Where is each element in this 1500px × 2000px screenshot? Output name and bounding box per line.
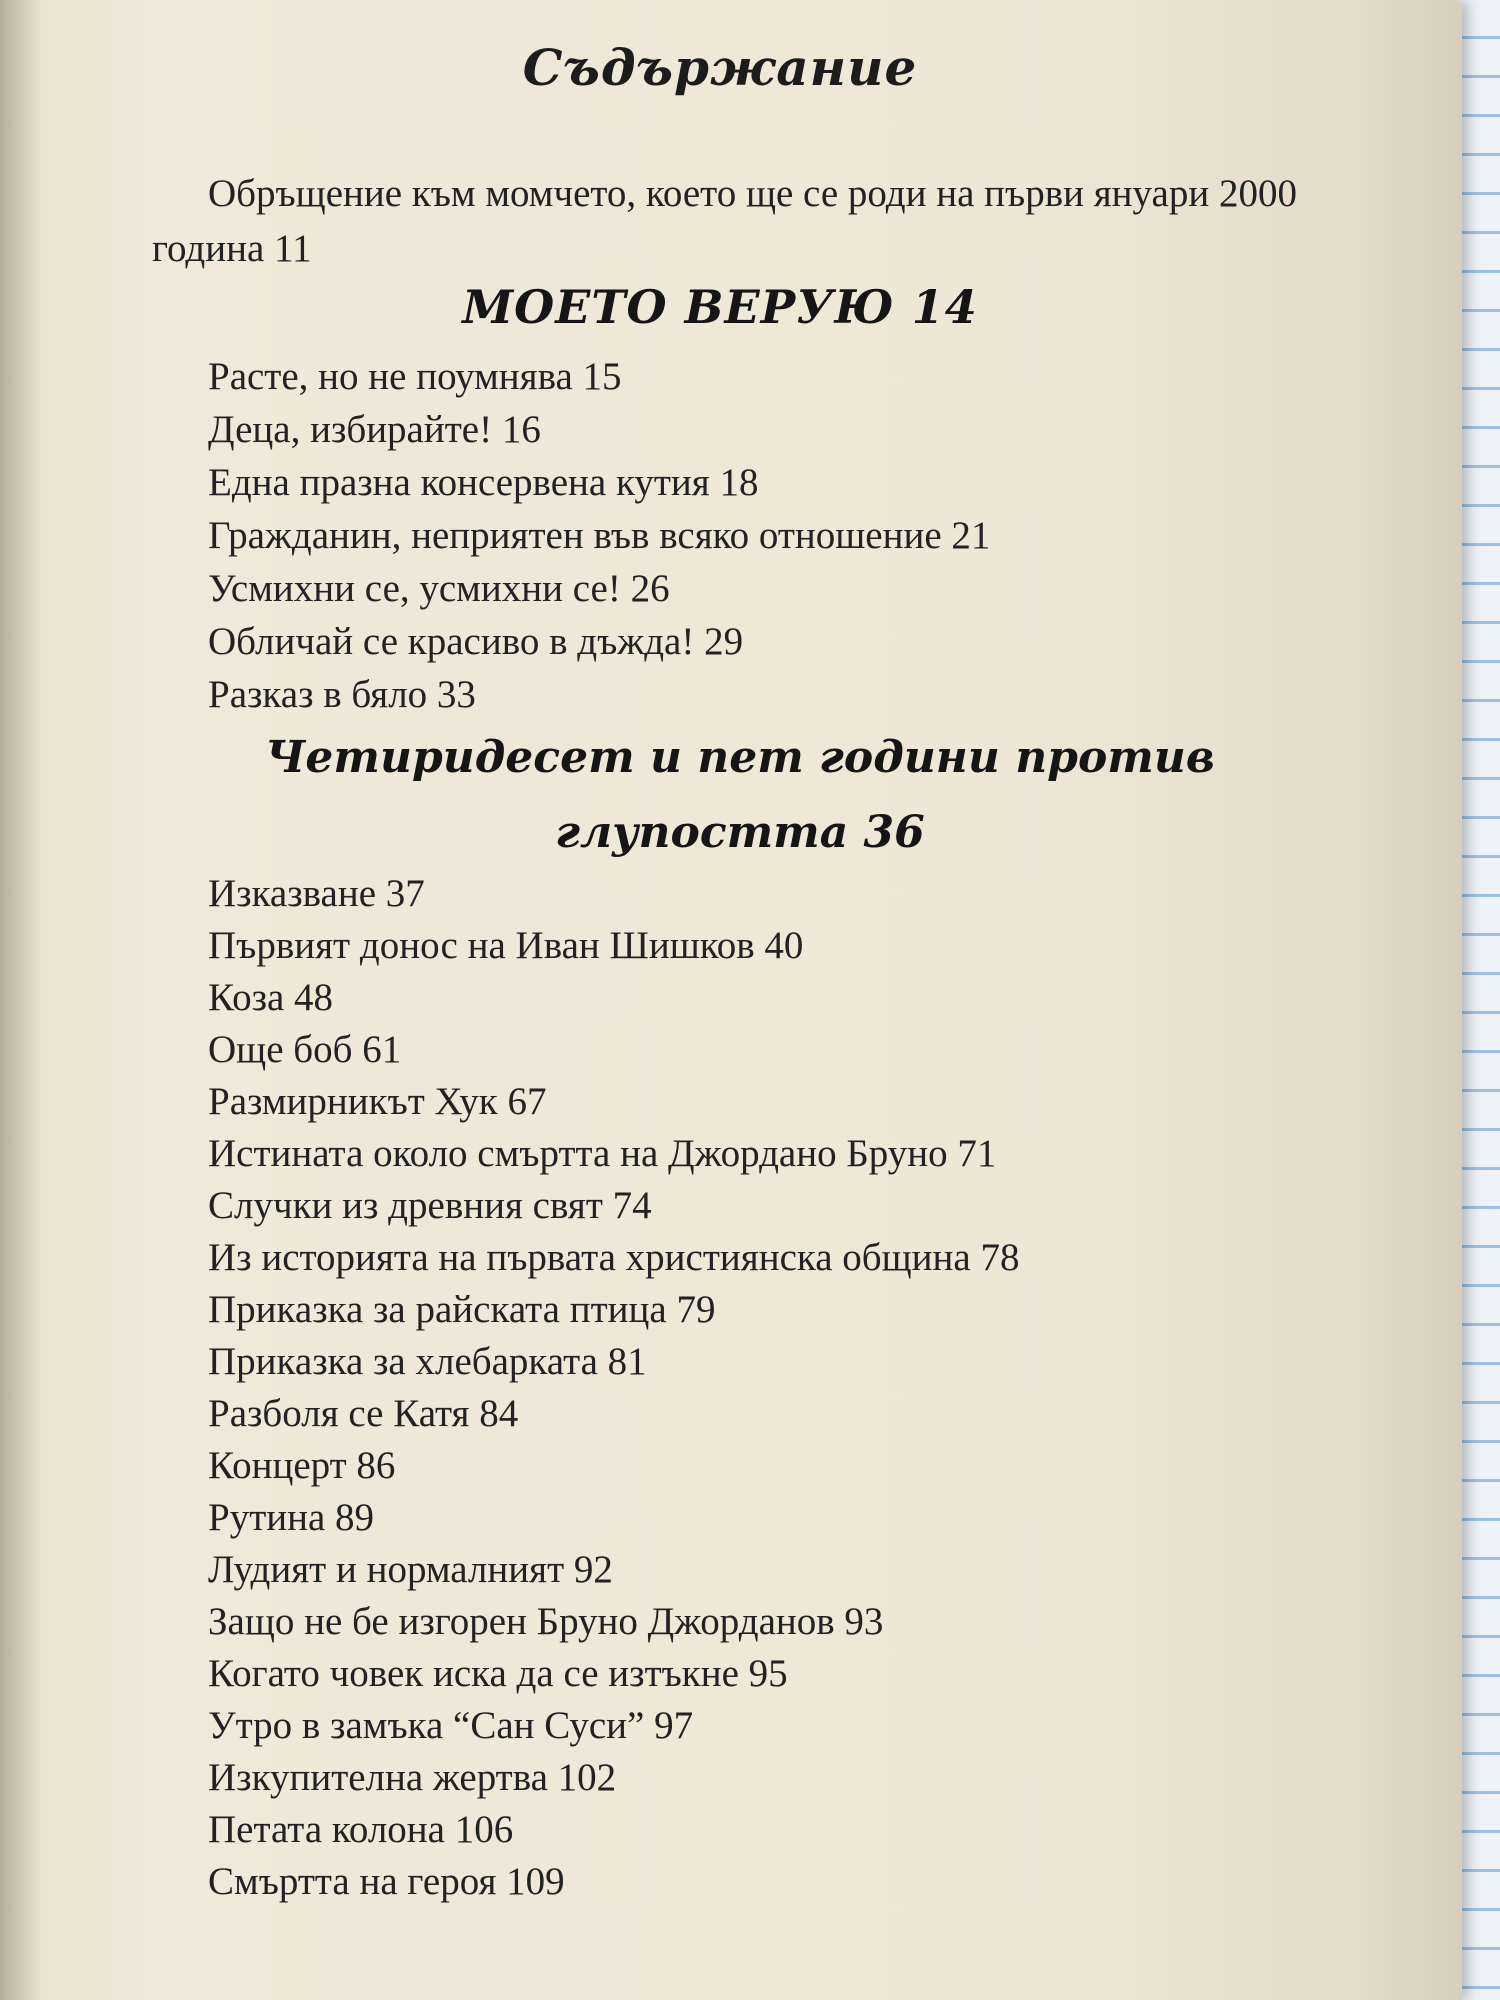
toc-entry: Изказване 37 — [208, 872, 425, 915]
toc-entry: Приказка за райската птица 79 — [208, 1288, 716, 1331]
toc-entry: Защо не бе изгорен Бруно Джорданов 93 — [208, 1600, 884, 1643]
toc-entry: Една празна консервена кутия 18 — [208, 461, 759, 504]
toc-entry: Утро в замъка “Сан Суси” 97 — [208, 1704, 694, 1747]
toc-entry: Рутина 89 — [208, 1496, 375, 1539]
toc-entry: Разказ в бяло 33 — [208, 673, 476, 716]
toc-entry: Смъртта на героя 109 — [208, 1860, 565, 1903]
toc-entry: Случки из древния свят 74 — [208, 1184, 652, 1227]
toc-entry: Първият донос на Иван Шишков 40 — [208, 924, 804, 967]
section-2-list — [208, 868, 1019, 1908]
toc-entry: Усмихни се, усмихни се! 26 — [208, 567, 670, 610]
toc-entry: Из историята на първата християнска община 78 — [208, 1236, 1020, 1279]
toc-entry: Коза 48 — [208, 976, 334, 1019]
toc-entry: Гражданин, неприятен във всяко отношение 21 — [208, 514, 991, 557]
page-title: Съдържание — [522, 38, 918, 97]
toc-entry: Размирникът Хук 67 — [208, 1080, 547, 1123]
toc-entry: Обличай се красиво в дъжда! 29 — [208, 620, 744, 663]
toc-entry: Още боб 61 — [208, 1028, 402, 1071]
toc-entry: Деца, избирайте! 16 — [208, 408, 541, 451]
toc-entry: Разболя се Катя 84 — [208, 1392, 519, 1435]
section-heading-2: Четиридесет и пет години против глупостта 36 — [265, 732, 1215, 858]
toc-entry: Истината около смъртта на Джордано Бруно 71 — [208, 1132, 997, 1175]
toc-entry: Концерт 86 — [208, 1444, 396, 1487]
toc-entry: Расте, но не поумнява 15 — [208, 355, 622, 398]
section-1-list — [208, 350, 990, 721]
toc-entry: Приказка за хлебарката 81 — [208, 1340, 647, 1383]
toc-intro-entry: Обръщение към момчето, което ще се роди на първи януари 2000 година 11 — [152, 172, 1297, 270]
toc-entry: Изкупителна жертва 102 — [208, 1756, 617, 1799]
section-heading-1: МОЕТО ВЕРУЮ 14 — [462, 280, 978, 334]
toc-entry: Петата колона 106 — [208, 1808, 514, 1851]
toc-entry: Когато човек иска да се изтъкне 95 — [208, 1652, 788, 1695]
toc-entry: Лудият и нормалният 92 — [208, 1548, 613, 1591]
